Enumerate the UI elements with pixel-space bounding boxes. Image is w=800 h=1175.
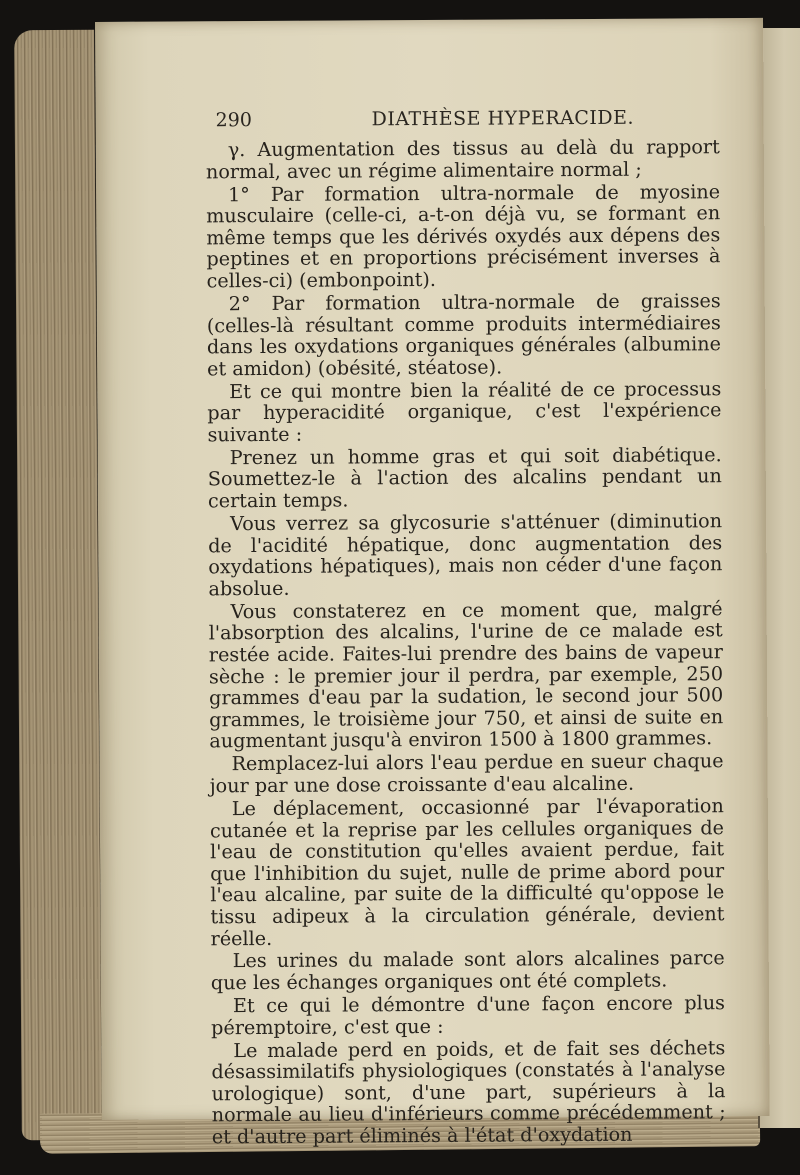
- paragraph: Et ce qui le démontre d'une façon encore plus péremptoire, c'est que :: [211, 991, 726, 1039]
- paragraph: Les urines du malade sont alors alcalines parce que les échanges organiques ont été complets.: [210, 946, 725, 995]
- paragraph: 1° Par formation ultra-normale de myosine musculaire (celle-ci, a-t-on déjà vu, se formant en même temps que les dérivés oxydés aux dépens des peptines et en proportions précisément inverses à celles-ci) (embonpoint).: [206, 179, 721, 293]
- paragraph: 2° Par formation ultra-normale de graisses (celles-là résultant comme produits intermédiaires dans les oxydations organiques générales (albumine et amidon) (obésité, stéatose).: [206, 289, 722, 381]
- book-page: [95, 18, 770, 1149]
- paragraph: γ. Augmentation des tissus au delà du rapport normal, avec un régime alimentaire normal ;: [205, 135, 720, 183]
- running-title: DIATHÈSE HYPERACIDE.: [371, 106, 635, 131]
- paragraph: Prenez un homme gras et qui soit diabétique. Soumettez-le à l'action des alcalins pendant un certain temps.: [207, 443, 722, 513]
- paragraph: Et ce qui montre bien la réalité de ce processus par hyperacidité organique, c'est l'expérience suivante :: [207, 376, 722, 447]
- book-fore-edge: [14, 30, 102, 1141]
- paragraph: Le déplacement, occasionné par l'évaporation cutanée et la reprise par les cellules organiques de l'eau de constitution qu'elles avaient perdue, fait que l'inhibition du sujet, nulle de prime abord pour l'eau alcaline, par suite de la difficulté qu'oppose le tissu adipeux à la circulation générale, devient réelle.: [209, 794, 725, 950]
- paragraph: Le malade perd en poids, et de fait ses déchets désassimilatifs physiologiques (constatés à l'analyse urologique) sont, d'une part, supérieurs à la normale au lieu d'inférieurs comme précédemment ; et d'autre part éliminés à l'état d'oxydation: [211, 1035, 726, 1149]
- paragraph: Remplacez-lui alors l'eau perdue en sueur chaque jour par une dose croissante d'eau alcaline.: [209, 749, 724, 798]
- body-text: [206, 136, 726, 1149]
- page-header: [216, 107, 656, 140]
- page-number: 290: [215, 109, 252, 132]
- paragraph: Vous constaterez en ce moment que, malgré l'absorption des alcalins, l'urine de ce malade est restée acide. Faites-lui prendre des bains de vapeur sèche : le premier jour il perdra, par exemple, 250 grammes d'eau par la sudation, le second jour 500 grammes, le troisième jour 750, et ainsi de suite en augmentant jusqu'à environ 1500 à 1800 grammes.: [208, 596, 724, 753]
- paragraph: Vous verrez sa glycosurie s'atténuer (diminution de l'acidité hépatique, donc augmentation des oxydations hépatiques), mais non céder d'une façon absolue.: [208, 509, 723, 601]
